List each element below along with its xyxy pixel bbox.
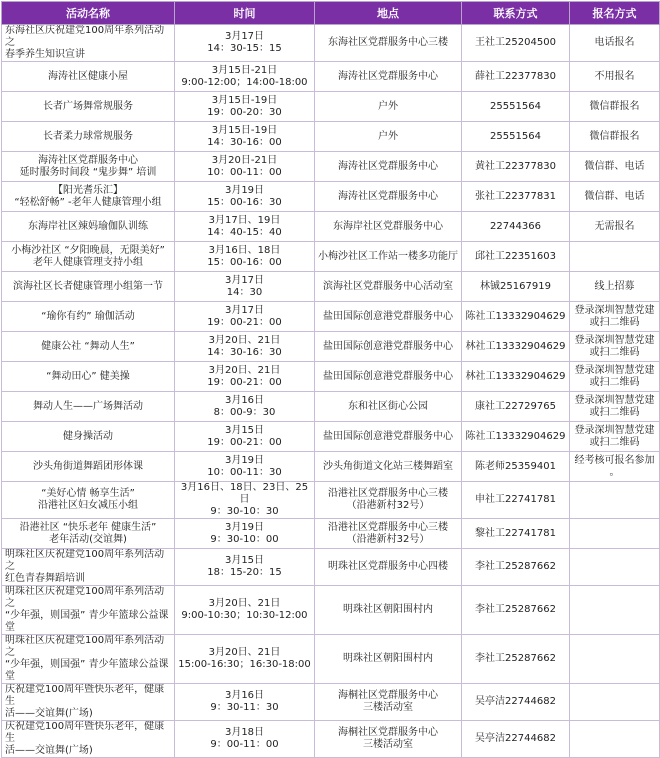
time-cell: 3月20日、21日 19：00-21：00 [175, 362, 315, 392]
activity-name-cell: 明珠社区庆祝建党100周年系列活动之 红色青春舞蹈培训 [2, 549, 175, 586]
activity-name-cell: 【阳光耆乐汇】 “轻松舒畅” -老年人健康管理小组 [2, 182, 175, 212]
table-row [2, 332, 660, 362]
time-cell: 3月17日 14：30 [175, 272, 315, 302]
activity-name-cell: 沿港社区 “快乐老年 健康生活” 老年活动(交谊舞) [2, 519, 175, 549]
activity-name-cell: 庆祝建党100周年暨快乐老年，健康生 活——交谊舞(广场) [2, 684, 175, 721]
location-cell: 沿港社区党群服务中心三楼 （沿港新村32号） [315, 519, 462, 549]
location-cell: 海涛社区党群服务中心 [315, 182, 462, 212]
activity-schedule-table [1, 1, 660, 758]
location-cell: 小梅沙社区工作站一楼多功能厅 [315, 242, 462, 272]
contact-cell: 李社工25287662 [462, 635, 570, 684]
signup-cell [570, 549, 660, 586]
location-cell: 盐田国际创意港党群服务中心 [315, 332, 462, 362]
location-cell: 明珠社区朝阳围村内 [315, 586, 462, 635]
signup-cell: 登录深圳智慧党建 或扫二维码 [570, 422, 660, 452]
table-row [2, 302, 660, 332]
time-cell: 3月17日 14：30-15：15 [175, 25, 315, 62]
contact-cell: 王社工25204500 [462, 25, 570, 62]
location-cell: 东海社区党群服务中心三楼 [315, 25, 462, 62]
location-cell: 盐田国际创意港党群服务中心 [315, 422, 462, 452]
table-row [2, 122, 660, 152]
activity-name-cell: 健身操活动 [2, 422, 175, 452]
signup-cell [570, 684, 660, 721]
activity-name-cell: 海涛社区健康小屋 [2, 62, 175, 92]
time-cell: 3月20日、21日 9:00-10:30；10:30-12:00 [175, 586, 315, 635]
activity-name-cell: 海涛社区党群服务中心 延时服务时间段 “鬼步舞” 培训 [2, 152, 175, 182]
location-cell: 盐田国际创意港党群服务中心 [315, 302, 462, 332]
table-row [2, 25, 660, 62]
time-cell: 3月16日 8：00-9：30 [175, 392, 315, 422]
location-cell: 东海岸社区党群服务中心 [315, 212, 462, 242]
activity-name-cell: 沙头角街道舞蹈团形体课 [2, 452, 175, 482]
header-location: 地点 [315, 2, 462, 25]
contact-cell: 李社工25287662 [462, 549, 570, 586]
signup-cell: 微信群报名 [570, 92, 660, 122]
time-cell: 3月15日 18：15-20：15 [175, 549, 315, 586]
signup-cell: 微信群、电话 [570, 182, 660, 212]
signup-cell: 微信群、电话 [570, 152, 660, 182]
table-row [2, 519, 660, 549]
location-cell: 户外 [315, 92, 462, 122]
location-cell: 海桐社区党群服务中心 三楼活动室 [315, 721, 462, 758]
contact-cell: 康社工22729765 [462, 392, 570, 422]
table-row [2, 392, 660, 422]
table-row [2, 362, 660, 392]
time-cell: 3月20日-21日 10：00-11：00 [175, 152, 315, 182]
time-cell: 3月15日-19日 19：00-20：30 [175, 92, 315, 122]
location-cell: 明珠社区党群服务中心四楼 [315, 549, 462, 586]
signup-cell: 登录深圳智慧党建 或扫二维码 [570, 392, 660, 422]
table-row [2, 92, 660, 122]
activity-name-cell: 明珠社区庆祝建党100周年系列活动之 “少年强，则国强” 青少年篮球公益课 堂 [2, 586, 175, 635]
location-cell: 滨海社区党群服务中心活动室 [315, 272, 462, 302]
contact-cell: 22744366 [462, 212, 570, 242]
signup-cell: 登录深圳智慧党建 或扫二维码 [570, 332, 660, 362]
activity-name-cell: 滨海社区长者健康管理小组第一节 [2, 272, 175, 302]
contact-cell: 陈社工13332904629 [462, 422, 570, 452]
table-row [2, 242, 660, 272]
activity-name-cell: 长者广场舞常规服务 [2, 92, 175, 122]
contact-cell: 吴亭洁22744682 [462, 684, 570, 721]
table-body [2, 25, 660, 758]
signup-cell: 不用报名 [570, 62, 660, 92]
table-row [2, 452, 660, 482]
location-cell: 海涛社区党群服务中心 [315, 62, 462, 92]
location-cell: 盐田国际创意港党群服务中心 [315, 362, 462, 392]
time-cell: 3月15日-21日 9:00-12:00；14:00-18:00 [175, 62, 315, 92]
time-cell: 3月16日 9：30-11：30 [175, 684, 315, 721]
time-cell: 3月17日、19日 14：40-15：40 [175, 212, 315, 242]
contact-cell: 林社工13332904629 [462, 362, 570, 392]
header-signup: 报名方式 [570, 2, 660, 25]
contact-cell: 陈老师25359401 [462, 452, 570, 482]
contact-cell: 吴亭洁22744682 [462, 721, 570, 758]
activity-name-cell: 东海社区庆祝建党100周年系列活动之 春季养生知识宣讲 [2, 25, 175, 62]
table-row [2, 549, 660, 586]
signup-cell [570, 242, 660, 272]
table-row [2, 684, 660, 721]
signup-cell: 无需报名 [570, 212, 660, 242]
contact-cell: 黄社工22377830 [462, 152, 570, 182]
location-cell: 明珠社区朝阳围村内 [315, 635, 462, 684]
header-contact: 联系方式 [462, 2, 570, 25]
contact-cell: 25551564 [462, 122, 570, 152]
activity-name-cell: “舞动田心” 健美操 [2, 362, 175, 392]
activity-name-cell: 舞动人生——广场舞活动 [2, 392, 175, 422]
time-cell: 3月15日-19日 14：30-16：00 [175, 122, 315, 152]
activity-name-cell: 东海岸社区辣妈瑜伽队训练 [2, 212, 175, 242]
signup-cell [570, 482, 660, 519]
contact-cell: 黎社工22741781 [462, 519, 570, 549]
contact-cell: 张社工22377831 [462, 182, 570, 212]
table-header [2, 2, 660, 25]
signup-cell [570, 635, 660, 684]
signup-cell [570, 586, 660, 635]
contact-cell: 申社工22741781 [462, 482, 570, 519]
signup-cell: 微信群报名 [570, 122, 660, 152]
contact-cell: 陈社工13332904629 [462, 302, 570, 332]
location-cell: 沙头角街道文化站三楼舞蹈室 [315, 452, 462, 482]
header-row [2, 2, 660, 25]
table-row [2, 721, 660, 758]
header-time: 时间 [175, 2, 315, 25]
table-row [2, 152, 660, 182]
location-cell: 沿港社区党群服务中心三楼 （沿港新村32号） [315, 482, 462, 519]
signup-cell [570, 721, 660, 758]
contact-cell: 李社工25287662 [462, 586, 570, 635]
contact-cell: 邱社工22351603 [462, 242, 570, 272]
signup-cell: 经考核可报名参加 。 [570, 452, 660, 482]
signup-cell: 线上招募 [570, 272, 660, 302]
table-row [2, 635, 660, 684]
time-cell: 3月19日 9：30-10：00 [175, 519, 315, 549]
contact-cell: 林社工13332904629 [462, 332, 570, 362]
location-cell: 海涛社区党群服务中心 [315, 152, 462, 182]
table-row [2, 422, 660, 452]
contact-cell: 25551564 [462, 92, 570, 122]
activity-name-cell: “美好心情 畅享生活” 沿港社区妇女减压小组 [2, 482, 175, 519]
time-cell: 3月20日、21日 15:00-16:30；16:30-18:00 [175, 635, 315, 684]
time-cell: 3月16日、18日、23日、25日 9：30-10：30 [175, 482, 315, 519]
location-cell: 户外 [315, 122, 462, 152]
location-cell: 海桐社区党群服务中心 三楼活动室 [315, 684, 462, 721]
signup-cell [570, 519, 660, 549]
time-cell: 3月18日 9：00-11：00 [175, 721, 315, 758]
contact-cell: 林铖25167919 [462, 272, 570, 302]
signup-cell: 电话报名 [570, 25, 660, 62]
time-cell: 3月17日 19：00-21：00 [175, 302, 315, 332]
signup-cell: 登录深圳智慧党建 或扫二维码 [570, 302, 660, 332]
table-row [2, 482, 660, 519]
activity-name-cell: “瑜你有约” 瑜伽活动 [2, 302, 175, 332]
activity-name-cell: 健康公社 “舞动人生” [2, 332, 175, 362]
table-row [2, 586, 660, 635]
location-cell: 东和社区街心公园 [315, 392, 462, 422]
time-cell: 3月19日 10：00-11：30 [175, 452, 315, 482]
activity-name-cell: 小梅沙社区 “夕阳晚晨，无限美好” 老年人健康管理支持小组 [2, 242, 175, 272]
contact-cell: 薛社工22377830 [462, 62, 570, 92]
activity-name-cell: 明珠社区庆祝建党100周年系列活动之 “少年强，则国强” 青少年篮球公益课 堂 [2, 635, 175, 684]
header-activity-name: 活动名称 [2, 2, 175, 25]
activity-name-cell: 长者柔力球常规服务 [2, 122, 175, 152]
activity-name-cell: 庆祝建党100周年暨快乐老年，健康生 活——交谊舞(广场) [2, 721, 175, 758]
time-cell: 3月20日、21日 14：30-16：30 [175, 332, 315, 362]
table-row [2, 182, 660, 212]
signup-cell: 登录深圳智慧党建 或扫二维码 [570, 362, 660, 392]
table-row [2, 212, 660, 242]
time-cell: 3月15日 19：00-21：00 [175, 422, 315, 452]
time-cell: 3月19日 15：00-16：30 [175, 182, 315, 212]
table-row [2, 62, 660, 92]
table-row [2, 272, 660, 302]
time-cell: 3月16日、18日 15：00-16：00 [175, 242, 315, 272]
